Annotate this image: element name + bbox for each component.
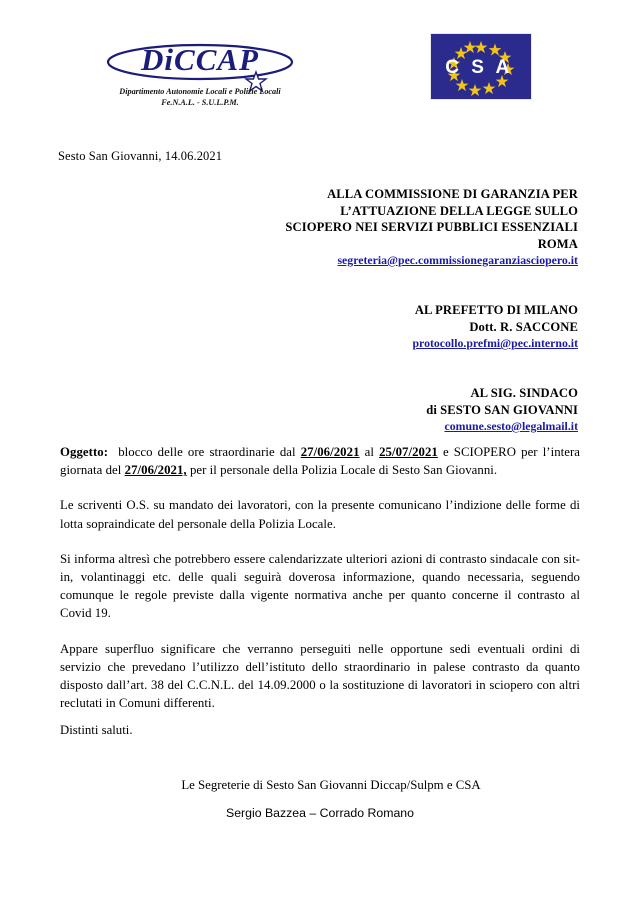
block-spacer: [200, 285, 578, 302]
recipient-line: AL PREFETTO DI MILANO: [414, 303, 578, 317]
block-spacer: [200, 368, 578, 385]
body-paragraph-2: Si informa altresì che potrebbero essere calendarizzate ulteriori azioni di contrasto sindacale con sit-in, volantinaggi etc. delle quali seguirà doverosa informazione, quando necessaria, seguendo comunque le regole previste dalla vigente normativa anche per quanto concerne il contrasto al Covid 19.: [60, 551, 580, 621]
recipient-commissione: [200, 186, 578, 269]
svg-text:DiCCAP: DiCCAP: [141, 42, 259, 77]
recipient-email-link[interactable]: protocollo.prefmi@pec.interno.it: [412, 336, 578, 350]
recipient-line: AL SIG. SINDACO: [470, 386, 578, 400]
letter-body: [60, 443, 580, 740]
diccap-logo: [100, 36, 300, 114]
body-paragraph-1: Le scriventi O.S. su mandato dei lavoratori, con la presente comunicano l’indizione delle forme di lotta sopraindicate del personale della Polizia Locale.: [60, 498, 580, 531]
subject-text-4: per il personale della Polizia Locale di Sesto San Giovanni.: [189, 463, 498, 478]
svg-text:Fe.N.A.L. - S.U.L.P.M.: Fe.N.A.L. - S.U.L.P.M.: [161, 98, 239, 107]
svg-text:C S A: C S A: [445, 57, 513, 78]
subject-date-from: 27/06/2021: [300, 445, 360, 459]
subject-text-3: e SCIOPERO per l’intera giornata del: [60, 445, 581, 478]
svg-text:Dipartimento Autonomie Locali: Dipartimento Autonomie Locali e Polizie Locali: [119, 87, 281, 96]
subject-date-strike: 27/06/2021,: [124, 463, 187, 478]
recipient-line: L’ATTUAZIONE DELLA LEGGE SULLO: [340, 203, 578, 218]
recipient-email-link[interactable]: segreteria@pec.commissionegaranziasciopero.it: [337, 253, 578, 267]
signature-organisations: Le Segreterie di Sesto San Giovanni Diccap/Sulpm e CSA: [181, 778, 481, 792]
recipient-line: ALLA COMMISSIONE DI GARANZIA PER: [327, 187, 578, 201]
subject-text-2: al: [364, 445, 374, 459]
subject-paragraph: [60, 443, 580, 479]
body-paragraph-3: Appare superfluo significare che verranno perseguiti nelle opportune sedi eventuali ordini di servizio che prevedano l’utilizzo dell’istituto dello straordinario in palese contrasto da quanto disposto dall’art. 38 del C.C.N.L. del 14.09.2000 o la sostituzione di lavoratori in sciopero con altri reclutati in Comuni differenti.: [60, 641, 580, 711]
recipient-line: di SESTO SAN GIOVANNI: [426, 402, 578, 417]
date-line: Sesto San Giovanni, 14.06.2021: [58, 149, 223, 163]
subject-label: Oggetto:: [60, 445, 109, 459]
csa-logo: [430, 33, 532, 100]
recipient-line: ROMA: [537, 236, 578, 251]
closing-greeting: Distinti saluti.: [60, 723, 133, 738]
signature-names: Sergio Bazzea – Corrado Romano: [226, 806, 414, 820]
recipient-sindaco: [200, 385, 578, 435]
recipient-email-link[interactable]: comune.sesto@legalmail.it: [444, 419, 578, 433]
letterhead: [0, 28, 636, 116]
subject-date-to: 25/07/2021: [379, 445, 438, 459]
subject-text-1: blocco delle ore straordinarie dal: [118, 445, 296, 459]
recipient-line: Dott. R. SACCONE: [469, 319, 578, 334]
recipient-block: [200, 186, 578, 435]
recipient-line: SCIOPERO NEI SERVIZI PUBBLICI ESSENZIALI: [285, 220, 578, 234]
recipient-prefetto: [200, 302, 578, 352]
